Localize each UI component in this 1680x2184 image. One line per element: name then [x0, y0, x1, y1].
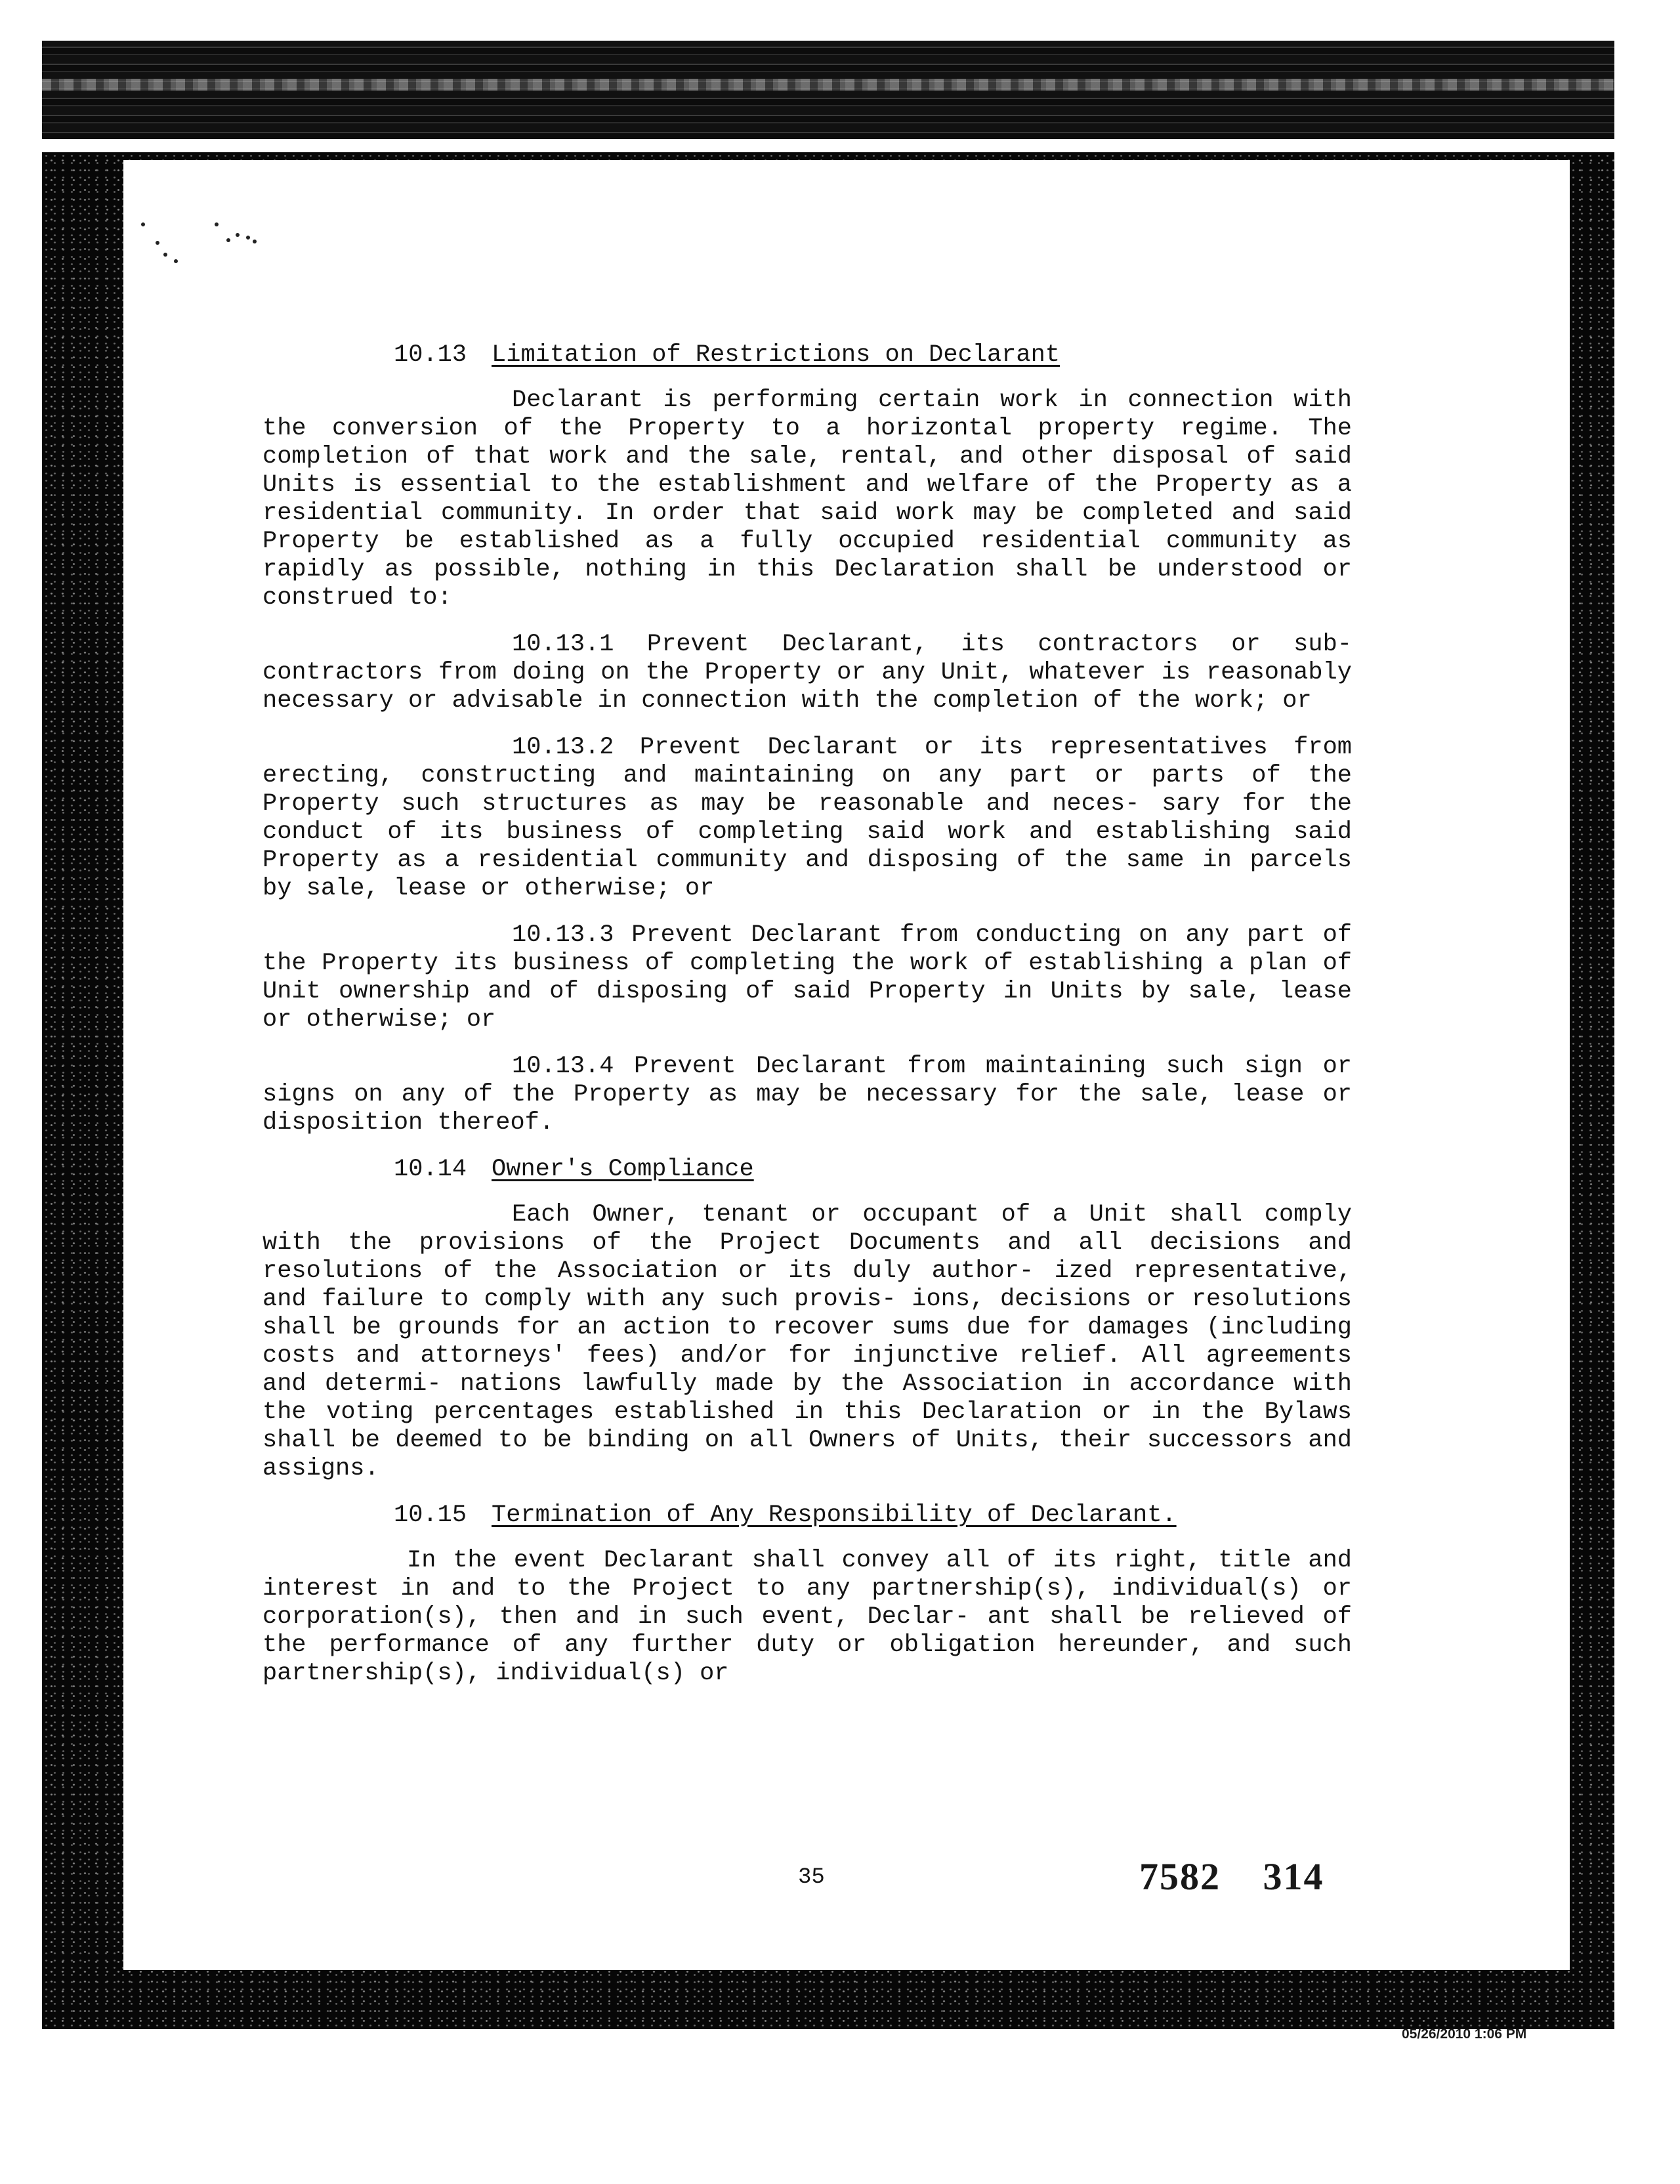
- section-title: Termination of Any Responsibility of Declarant.: [492, 1502, 1177, 1529]
- section-title: Limitation of Restrictions on Declarant: [492, 341, 1060, 369]
- section-heading: [394, 1156, 1352, 1184]
- recording-stamp: 7582 314: [1139, 1855, 1324, 1898]
- paragraph: 10.13.3 Prevent Declarant from conducting on any part of the Property its business of completing the work of establishing a plan of Unit ownership and of disposing of said Property in Units by sale, lease or otherwise; or: [262, 921, 1352, 1034]
- section-title: Owner's Compliance: [492, 1156, 754, 1183]
- paragraph: 10.13.4 Prevent Declarant from maintaining such sign or signs on any of the Property as may be necessary for the sale, lease or disposition thereof.: [262, 1053, 1352, 1137]
- print-timestamp: 05/26/2010 1:06 PM: [1402, 2026, 1527, 2042]
- document-body: [262, 341, 1352, 1706]
- page-number: 35: [798, 1865, 825, 1890]
- section-number: 10.13: [394, 341, 467, 369]
- scan-top-bar: [42, 41, 1614, 139]
- section-heading: [394, 1502, 1352, 1530]
- paragraph: Each Owner, tenant or occupant of a Unit shall comply with the provisions of the Project Documents and all decisions and resolutions of the Association or its duly author- ized representative, and failure to comply with any such provis- ions, decisions or resolutions shall be grounds for an action to recover sums due for damages (including costs and attorneys' fees) and/or for injunctive relief. All agreements and determi- nations lawfully made by the Association in accordance with the voting percentages established in this Declaration or in the Bylaws shall be deemed to be binding on all Owners of Units, their successors and assigns.: [262, 1201, 1352, 1482]
- scan-specks: [138, 222, 282, 287]
- paragraph: 10.13.2 Prevent Declarant or its representatives from erecting, constructing and maintaining on any part or parts of the Property such structures as may be reasonable and neces- sary for the conduct of its business of completing said work and establishing said Property as a residential community and disposing of the same in parcels by sale, lease or otherwise; or: [262, 734, 1352, 902]
- section-number: 10.14: [394, 1156, 467, 1183]
- section-number: 10.15: [394, 1502, 467, 1529]
- paragraph: Declarant is performing certain work in connection with the conversion of the Property to a horizontal property regime. The completion of that work and the sale, rental, and other disposal of said Units is essential to the establishment and welfare of the Property as a residential community. In order that said work may be completed and said Property be established as a fully occupied residential community as rapidly as possible, nothing in this Declaration shall be understood or construed to:: [262, 387, 1352, 612]
- paragraph: In the event Declarant shall convey all of its right, title and interest in and to the Project to any partnership(s), individual(s) or corporation(s), then and in such event, Declar- ant shall be relieved of the performance of any further duty or obligation hereunder, and such partnership(s), individual(s) or: [262, 1547, 1352, 1687]
- section-heading: [394, 341, 1352, 369]
- paragraph: 10.13.1 Prevent Declarant, its contractors or sub-contractors from doing on the Property or any Unit, whatever is reasonably necessary or advisable in connection with the completion of the work; or: [262, 631, 1352, 715]
